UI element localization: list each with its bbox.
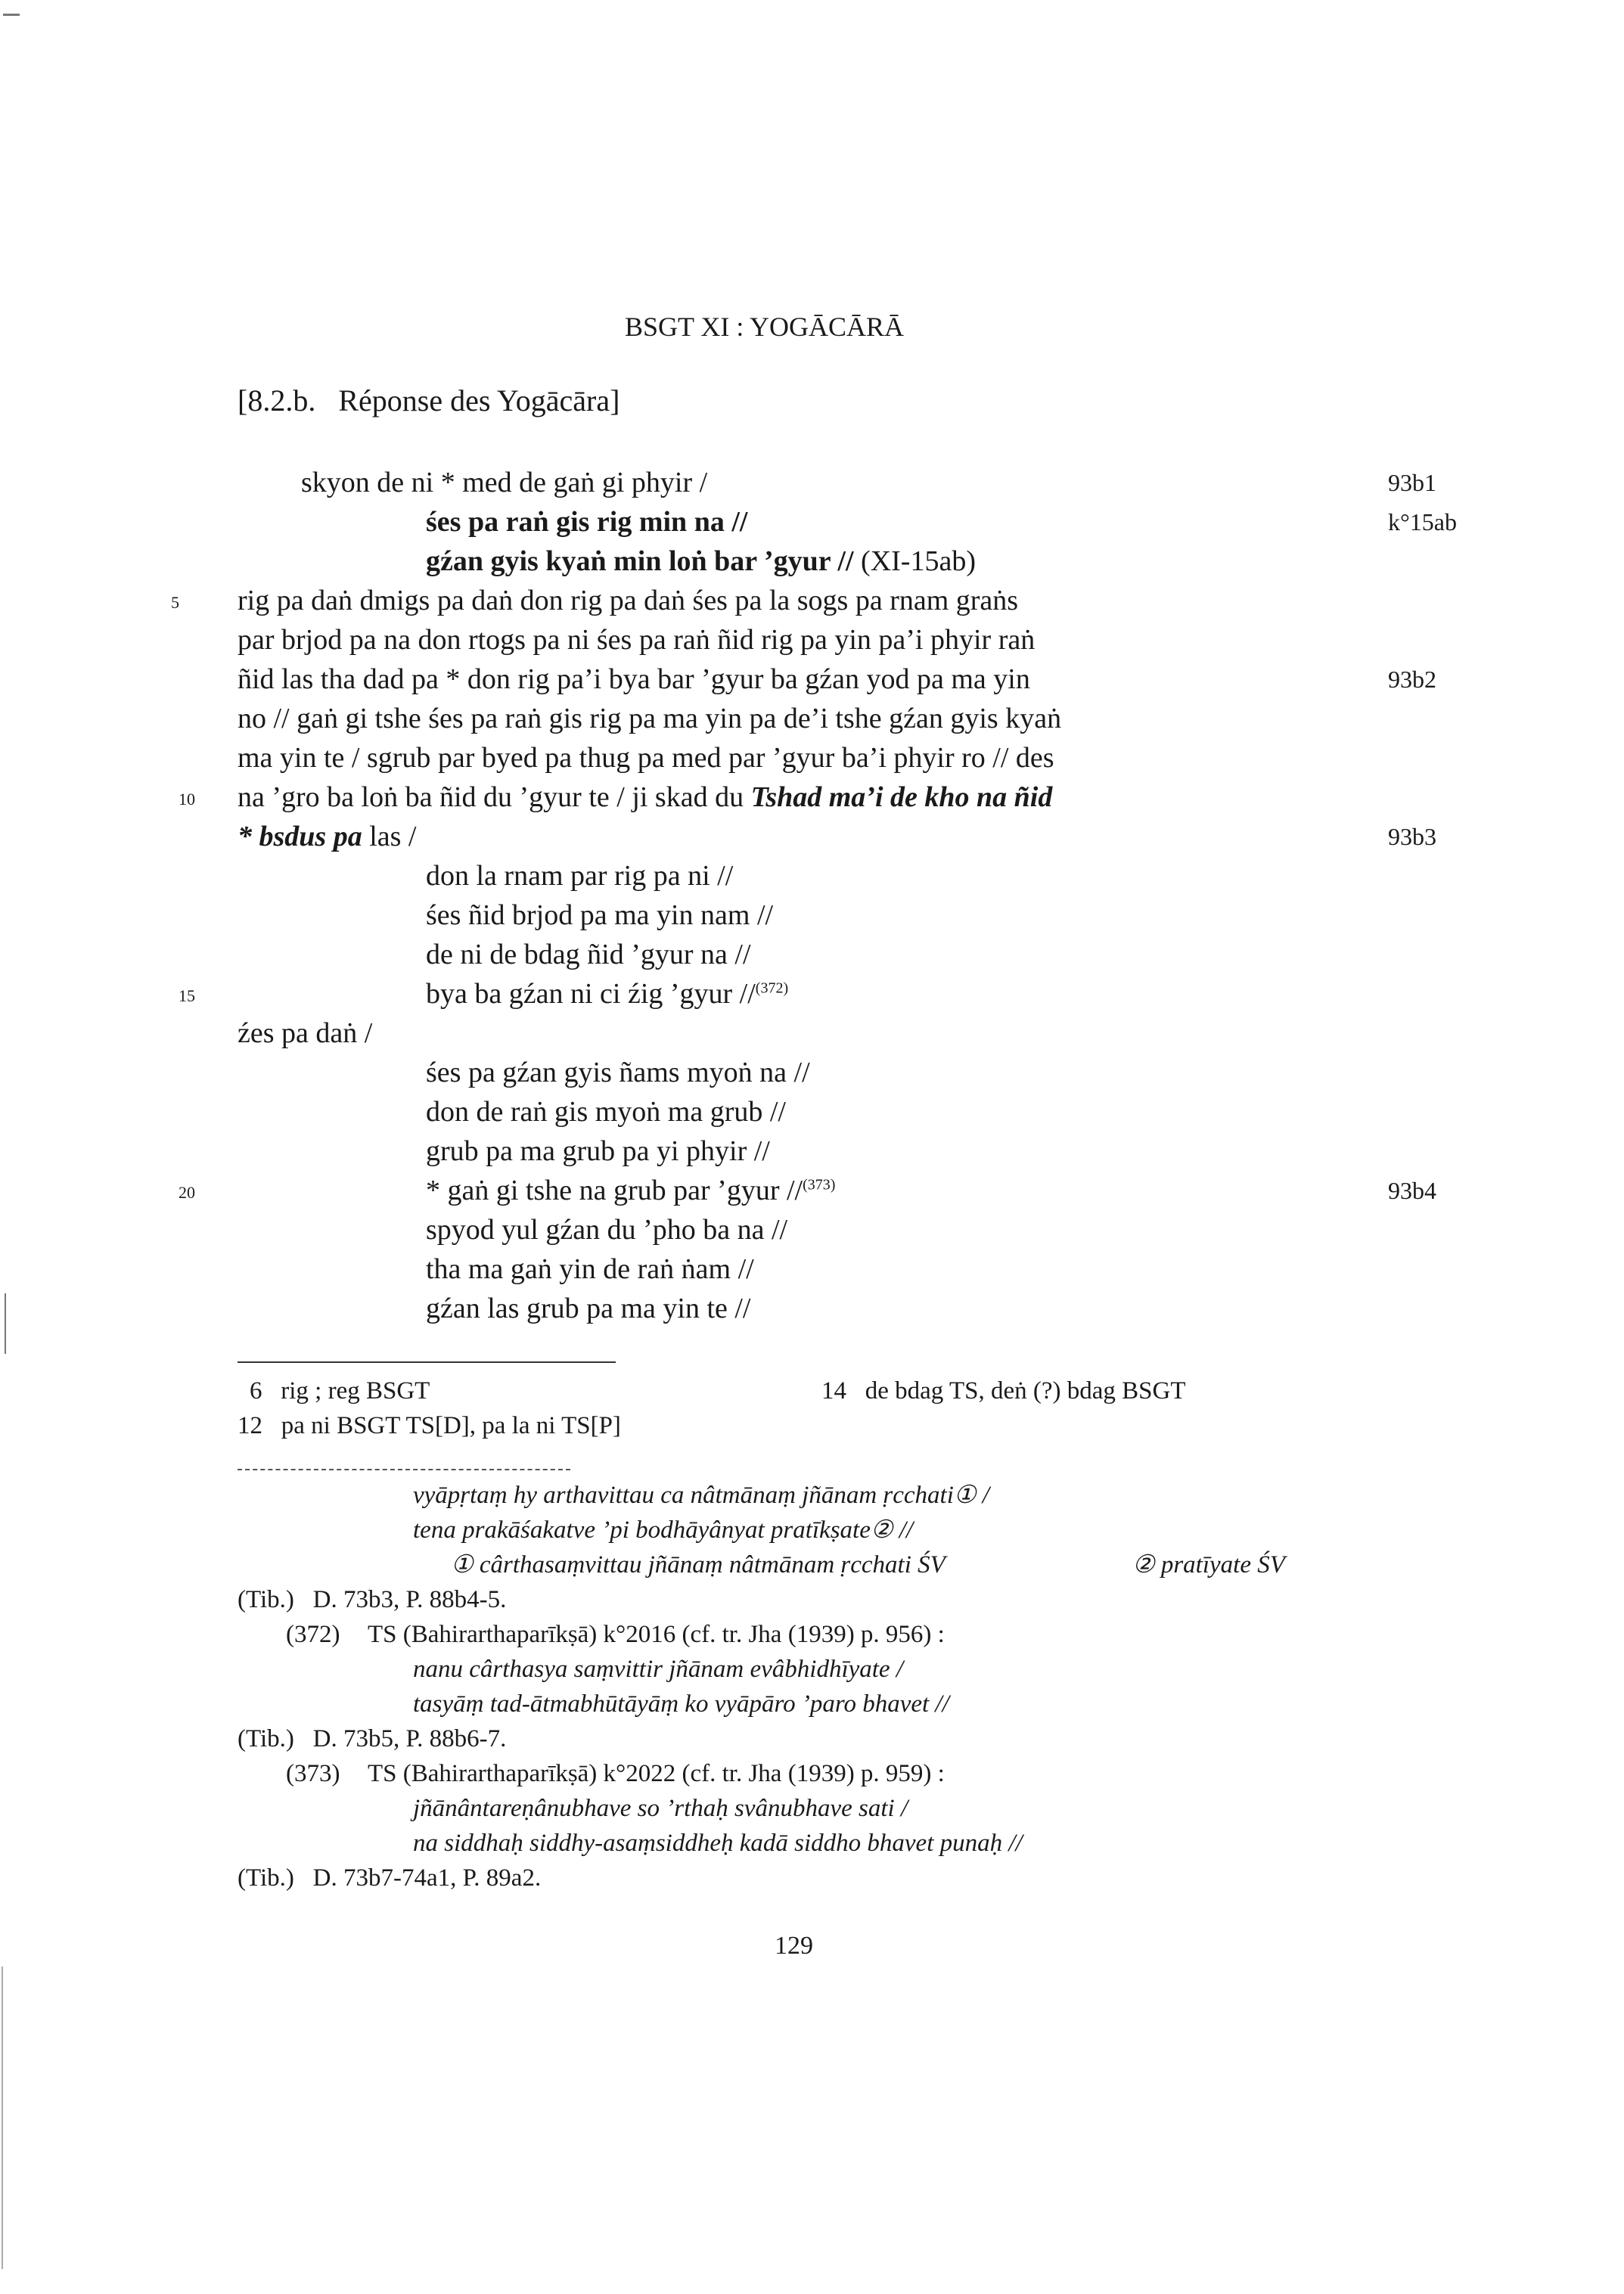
margin-ref: k°15ab	[1388, 508, 1457, 535]
variant-text: ① cârthasaṃvittau jñānaṃ nâtmānam ṛcchati ŚV	[451, 1551, 946, 1578]
scan-mark	[5, 1293, 6, 1354]
verse-line: don de raṅ gis myoṅ ma grub //	[426, 1096, 786, 1128]
footnote-tib: (Tib.) D. 73b7-74a1, P. 89a2.	[238, 1864, 542, 1892]
footnote-verse: jñānântareṇânubhave so ’rthaḥ svânubhave sati /	[413, 1795, 908, 1822]
footnote-verse: tasyāṃ tad-ātmabhūtāyāṃ ko vyāpāro ’paro bhavet //	[413, 1690, 949, 1718]
footnote-number: (372)	[286, 1621, 340, 1648]
verse-line: tha ma gaṅ yin de raṅ ṅam //	[426, 1253, 754, 1285]
running-header: BSGT XI : YOGĀCĀRĀ	[625, 312, 905, 342]
prose-line	[238, 817, 417, 856]
prose-line: ma yin te / sgrub par byed pa thug pa med par ’gyur ba’i phyir ro // des	[238, 742, 1054, 774]
scan-mark	[2, 1967, 3, 2269]
note-marker: (373)	[803, 1176, 836, 1194]
verse-line	[426, 542, 976, 581]
apparatus-rule	[238, 1361, 616, 1363]
footnote-tib: (Tib.) D. 73b5, P. 88b6-7.	[238, 1725, 507, 1752]
line-number: 10	[179, 790, 195, 809]
footnote-heading: TS (Bahirarthaparīkṣā) k°2016 (cf. tr. Jha (1939) p. 956) :	[368, 1621, 945, 1648]
prose-line: rig pa daṅ dmigs pa daṅ don rig pa daṅ śes pa la sogs pa rnam graṅs	[238, 585, 1019, 616]
footnote-verse: na siddhaḥ siddhy-asaṃsiddheḥ kadā siddho bhavet punaḥ //	[413, 1830, 1023, 1857]
footnote-tib: (Tib.) D. 73b3, P. 88b4-5.	[238, 1586, 507, 1613]
footnote-rule	[238, 1469, 570, 1470]
verse-line: don la rnam par rig pa ni //	[426, 860, 734, 892]
margin-ref: 93b3	[1388, 823, 1436, 850]
footnote-verse: tena prakāśakatve ’pi bodhāyânyat pratīkṣate② //	[413, 1516, 914, 1544]
verse-line	[426, 974, 788, 1014]
note-marker: (372)	[755, 979, 789, 997]
prose-line: ñid las tha dad pa * don rig pa’i bya bar ’gyur ba gźan yod pa ma yin	[238, 663, 1030, 695]
line-number: 15	[179, 986, 195, 1005]
verse-line: śes ñid brjod pa ma yin nam //	[426, 899, 774, 931]
footnote-number: (373)	[286, 1760, 340, 1787]
verse-line: śes pa raṅ gis rig min na //	[426, 506, 748, 538]
verse-line: de ni de bdag ñid ’gyur na //	[426, 939, 751, 970]
prose-line: źes pa daṅ /	[238, 1017, 373, 1049]
verse-line: grub pa ma grub pa yi phyir //	[426, 1135, 770, 1167]
apparatus-note: 12 pa ni BSGT TS[D], pa la ni TS[P]	[238, 1412, 621, 1439]
verse-line-text: * gaṅ gi tshe na grub par ’gyur //	[426, 1175, 803, 1206]
footnote-heading: TS (Bahirarthaparīkṣā) k°2022 (cf. tr. Jha (1939) p. 959) :	[368, 1760, 945, 1787]
verse-line: spyod yul gźan du ’pho ba na //	[426, 1214, 788, 1246]
margin-ref: 93b4	[1388, 1177, 1436, 1204]
prose-text: las /	[362, 821, 417, 852]
verse-intro: skyon de ni * med de gaṅ gi phyir /	[301, 467, 708, 498]
footnote-verse: nanu cârthasya saṃvittir jñānam evâbhidhīyate /	[413, 1656, 903, 1683]
apparatus-note: 6 rig ; reg BSGT	[250, 1377, 430, 1405]
verse-line-text: bya ba gźan ni ci źig ’gyur //	[426, 978, 756, 1010]
apparatus-note: 14 de bdag TS, deṅ (?) bdag BSGT	[821, 1377, 1186, 1405]
prose-text: na ’gro ba loṅ ba ñid du ’gyur te / ji skad du	[238, 781, 751, 813]
margin-ref: 93b2	[1388, 666, 1436, 693]
verse-line	[426, 1171, 835, 1210]
prose-line: par brjod pa na don rtogs pa ni śes pa raṅ ñid rig pa yin pa’i phyir raṅ	[238, 624, 1036, 656]
footnote-variant	[451, 1547, 946, 1582]
line-number: 20	[179, 1183, 195, 1202]
verse-line-text: gźan gyis kyaṅ min loṅ bar ’gyur //	[426, 545, 854, 577]
prose-line	[238, 778, 1052, 817]
prose-line: no // gaṅ gi tshe śes pa raṅ gis rig pa ma yin pa de’i tshe gźan gyis kyaṅ	[238, 703, 1062, 734]
verse-reference: (XI-15ab)	[853, 545, 976, 577]
verse-line: gźan las grub pa ma yin te //	[426, 1293, 751, 1324]
margin-ref: 93b1	[1388, 469, 1436, 496]
scan-mark	[3, 14, 20, 16]
verse-line: śes pa gźan gyis ñams myoṅ na //	[426, 1057, 810, 1088]
page-number: 129	[775, 1932, 813, 1960]
footnote-verse: vyāpṛtaṃ hy arthavittau ca nâtmānaṃ jñānam ṛcchati① /	[413, 1482, 989, 1509]
footnote-variant	[1132, 1547, 1285, 1582]
section-heading: [8.2.b. Réponse des Yogācāra]	[238, 383, 620, 418]
cited-title: * bsdus pa	[238, 821, 362, 852]
line-number: 5	[171, 593, 179, 612]
variant-text: ② pratīyate ŚV	[1132, 1551, 1285, 1578]
cited-title: Tshad ma’i de kho na ñid	[750, 781, 1053, 813]
